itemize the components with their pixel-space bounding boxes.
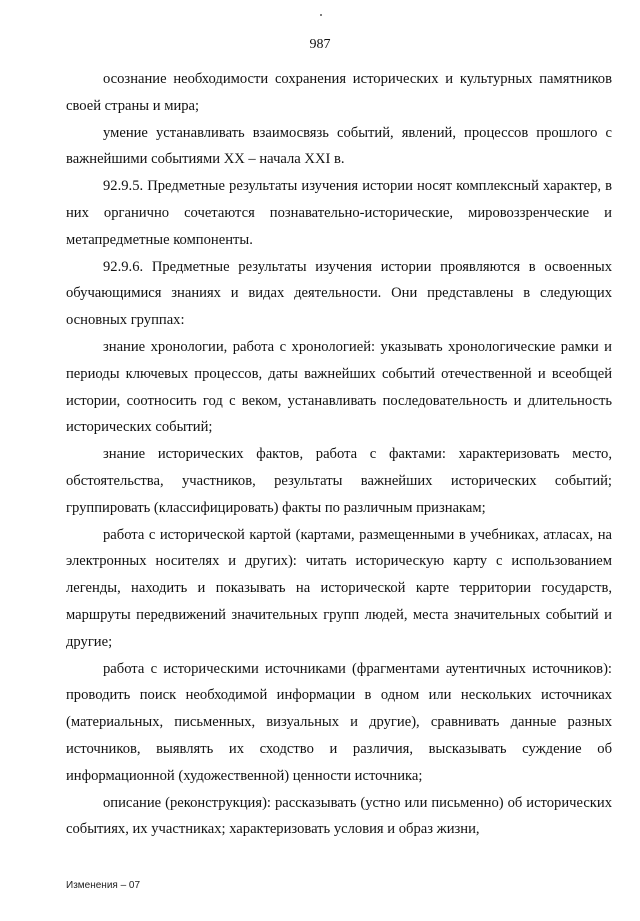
body-text [66, 66, 612, 843]
paragraph: умение устанавливать взаимосвязь событий, явлений, процессов прошлого с важнейшими событиями XX – начала XXI в. [66, 124, 612, 168]
paragraph: знание хронологии, работа с хронологией: указывать хронологические рамки и периоды ключевых процессов, даты важнейших событий отечественной и всеобщей истории, соотносить год с веком, устанавливать последовательность и длительность исторических событий; [66, 338, 612, 436]
paragraph: работа с исторической картой (картами, размещенными в учебниках, атласах, на электронных носителях и других): читать историческую карту с использованием легенды, находить и показывать на исторической карте территории государств, маршруты передвижений значительных групп людей, места значительных событий и другие; [66, 526, 612, 650]
paragraph: описание (реконструкция): рассказывать (устно или письменно) об исторических событиях, их участниках; характеризовать условия и образ жизни, [66, 794, 612, 838]
paragraph: 92.9.6. Предметные результаты изучения истории проявляются в освоенных обучающимися знаниях и видах деятельности. Они представлены в следующих основных группах: [66, 258, 612, 329]
paragraph: работа с историческими источниками (фрагментами аутентичных источников): проводить поиск необходимой информации в одном или нескольких источниках (материальных, письменных, визуальных и другие), сравнивать данные разных источников, выявлять их сходство и различия, высказывать суждение об информационной (художественной) ценности источника; [66, 660, 612, 784]
paragraph: осознание необходимости сохранения исторических и культурных памятников своей страны и мира; [66, 71, 612, 114]
page-number: 987 [309, 37, 331, 52]
paragraph: 92.9.5. Предметные результаты изучения истории носят комплексный характер, в них органично сочетаются познавательно-исторические, мировоззренческие и метапредметные компоненты. [66, 178, 612, 248]
scan-speck [320, 14, 322, 16]
footer-label: Изменения – 07 [66, 880, 141, 891]
paragraph: знание исторических фактов, работа с фактами: характеризовать место, обстоятельства, участников, результаты важнейших исторических событий; группировать (классифицировать) факты по различным признакам; [66, 446, 612, 516]
